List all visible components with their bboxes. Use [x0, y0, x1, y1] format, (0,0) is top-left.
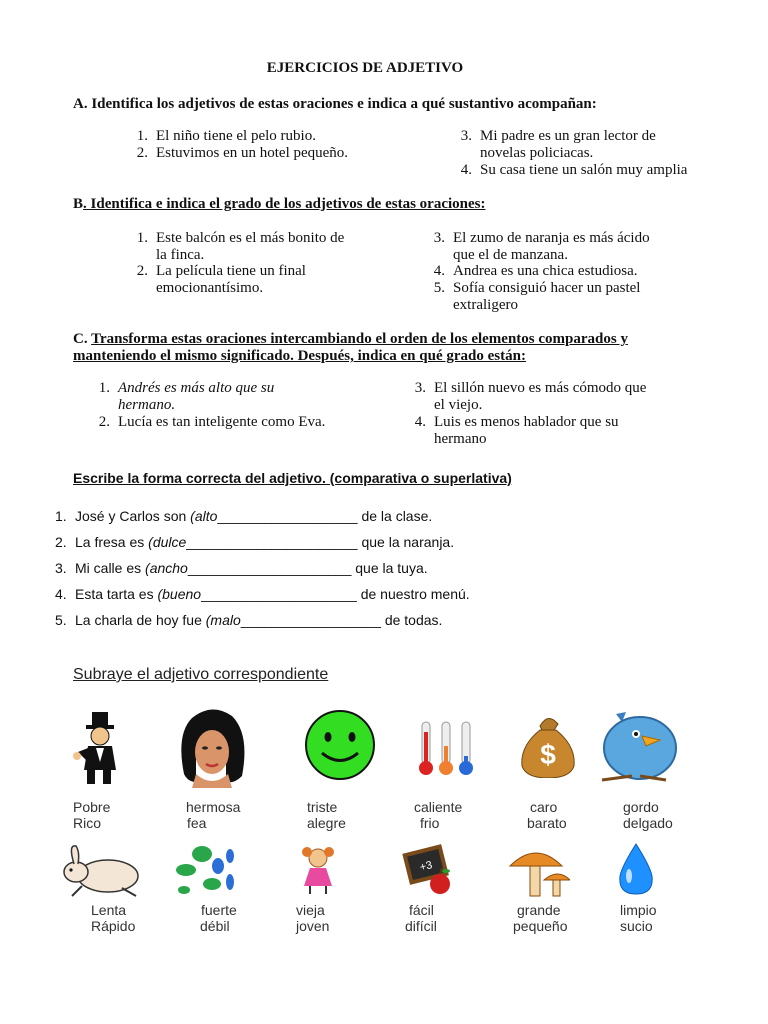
list-item: 2. Lucía es tan inteligente como Eva.: [98, 414, 326, 430]
section-e-heading: Subraye el adjetivo correspondiente: [73, 666, 329, 683]
list-item: 1. Andrés es más alto que su hermano.: [98, 380, 275, 413]
answer-blank[interactable]: __________________: [240, 612, 381, 628]
rabbit-icon: [60, 842, 142, 900]
answer-blank[interactable]: ____________________: [201, 586, 357, 602]
word-pair: caro barato: [527, 799, 567, 831]
answer-blank[interactable]: ______________________: [186, 534, 358, 550]
word-pair: vieja joven: [296, 902, 330, 934]
fat-bird-icon: [596, 708, 682, 784]
girl-icon: [298, 846, 338, 896]
word-pair: Pobre Rico: [73, 799, 111, 831]
list-item: 3. El sillón nuevo es más cómodo que el viejo.: [414, 380, 647, 413]
word-pair: fuerte débil: [200, 902, 237, 934]
list-item: 4. Su casa tiene un salón muy amplia: [460, 162, 688, 178]
water-drop-icon: [616, 842, 656, 896]
money-bag-icon: [518, 712, 578, 778]
list-item: 2. Estuvimos en un hotel pequeño.: [136, 145, 349, 161]
exercise-item: 5. La charla de hoy fue (malo__________________ de todas.: [55, 612, 443, 628]
word-pair: fácil difícil: [405, 902, 437, 934]
smiley-face-icon: [303, 710, 377, 780]
list-item: 3. El zumo de naranja es más ácido que el de manzana.: [433, 230, 650, 263]
answer-blank[interactable]: __________________: [217, 508, 358, 524]
exercise-item: 2. La fresa es (dulce______________________ que la naranja.: [55, 534, 455, 550]
word-pair: limpio sucio: [620, 902, 657, 934]
woman-face-icon: [172, 704, 252, 788]
answer-blank[interactable]: _____________________: [187, 560, 352, 576]
thermometers-icon: [416, 718, 478, 778]
exercise-item: 1. José y Carlos son (alto__________________ de la clase.: [55, 508, 433, 524]
list-item: 1. Este balcón es el más bonito de la finca.: [136, 230, 345, 263]
word-pair: Lenta Rápido: [91, 902, 136, 934]
list-item: 4. Andrea es una chica estudiosa.: [433, 263, 638, 279]
top-hat-man-icon: [70, 712, 128, 786]
section-c-heading: C. Transforma estas oraciones intercambiando el orden de los elementos comparados y manteniendo el mismo significado. Después, indica en qué grado están:: [73, 331, 628, 364]
section-b-heading: B. Identifica e indica el grado de los adjetivos de estas oraciones:: [73, 196, 486, 212]
exercise-item: 4. Esta tarta es (bueno____________________ de nuestro menú.: [55, 586, 470, 602]
page-title: EJERCICIOS DE ADJETIVO: [266, 60, 464, 76]
word-pair: triste alegre: [307, 799, 346, 831]
exercise-item: 3. Mi calle es (ancho_____________________ que la tuya.: [55, 560, 428, 576]
section-d-heading: Escribe la forma correcta del adjetivo. (comparativa o superlativa): [73, 470, 512, 486]
chalkboard-apple-icon: [400, 842, 460, 896]
mushrooms-icon: [506, 844, 570, 900]
svg-text:+3: +3: [418, 859, 434, 874]
word-pair: grande pequeño: [513, 902, 568, 934]
list-item: 3. Mi padre es un gran lector de novelas policiacas.: [460, 128, 656, 161]
section-a-heading: A. Identifica los adjetivos de estas oraciones e indica a qué sustantivo acompañan:: [73, 96, 597, 112]
word-pair: gordo delgado: [623, 799, 673, 831]
list-item: 2. La película tiene un final emocionantísimo.: [136, 263, 306, 296]
strong-figure-icon: [172, 842, 244, 898]
svg-text:$: $: [540, 739, 556, 770]
list-item: 1. El niño tiene el pelo rubio.: [136, 128, 316, 144]
word-pair: hermosa fea: [186, 799, 241, 831]
exercise-list: [55, 503, 470, 633]
list-item: 5. Sofía consiguió hacer un pastel extraligero: [433, 280, 641, 313]
list-item: 4. Luis es menos hablador que su hermano: [414, 414, 619, 447]
word-pair: caliente frio: [414, 799, 463, 831]
